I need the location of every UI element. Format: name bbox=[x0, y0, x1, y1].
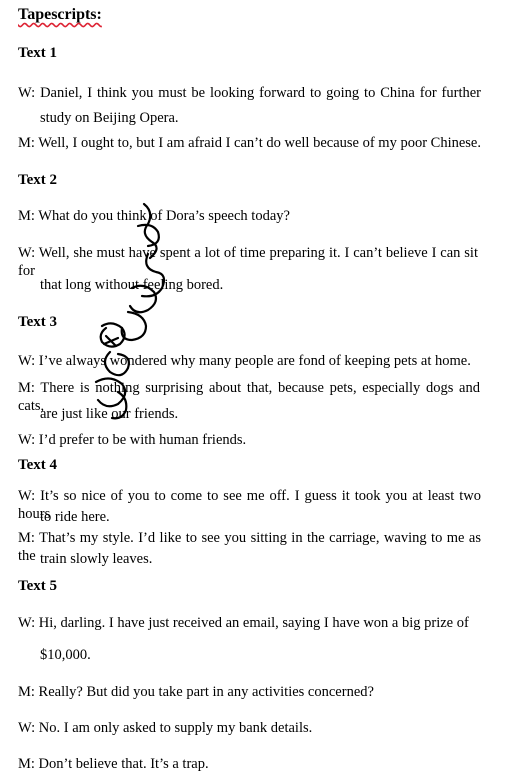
dialogue-line: are just like our friends. bbox=[40, 406, 179, 422]
dialogue-line: M: There is nothing surprising about that, because pets, especially dogs and cats, bbox=[18, 380, 480, 414]
dialogue-line: W: I’d prefer to be with human friends. bbox=[18, 432, 247, 448]
dialogue-line: M: Don’t believe that. It’s a trap. bbox=[18, 756, 209, 772]
section-heading-text-3: Text 3 bbox=[18, 314, 58, 330]
section-heading-text-4: Text 4 bbox=[18, 457, 58, 473]
dialogue-line: that long without feeling bored. bbox=[40, 277, 224, 293]
dialogue-line: train slowly leaves. bbox=[40, 551, 153, 567]
handwritten-watermark bbox=[88, 196, 198, 426]
dialogue-line: M: That’s my style. I’d like to see you sitting in the carriage, waving to me as the bbox=[18, 530, 481, 564]
dialogue-line: W: It’s so nice of you to come to see me off. I guess it took you at least two hours bbox=[18, 488, 481, 522]
dialogue-line: W: Hi, darling. I have just received an email, saying I have won a big prize of bbox=[18, 615, 469, 631]
dialogue-line: W: Daniel, I think you must be looking forward to going to China for further bbox=[18, 85, 481, 101]
section-heading-text-1: Text 1 bbox=[18, 45, 58, 61]
dialogue-line: W: No. I am only asked to supply my bank details. bbox=[18, 720, 313, 736]
section-heading-text-2: Text 2 bbox=[18, 172, 58, 188]
dialogue-line: W: Well, she must have spent a lot of time preparing it. I can’t believe I can sit for bbox=[18, 245, 478, 279]
page-title: Tapescripts: bbox=[18, 6, 102, 23]
dialogue-line: study on Beijing Opera. bbox=[40, 110, 179, 126]
dialogue-line: M: Really? But did you take part in any activities concerned? bbox=[18, 684, 374, 700]
dialogue-line: W: I’ve always wondered why many people are fond of keeping pets at home. bbox=[18, 353, 471, 369]
dialogue-line: $10,000. bbox=[40, 647, 91, 663]
dialogue-line: to ride here. bbox=[40, 509, 110, 525]
section-heading-text-5: Text 5 bbox=[18, 578, 58, 594]
dialogue-line: M: Well, I ought to, but I am afraid I can’t do well because of my poor Chinese. bbox=[18, 135, 481, 151]
dialogue-line: M: What do you think of Dora’s speech today? bbox=[18, 208, 290, 224]
